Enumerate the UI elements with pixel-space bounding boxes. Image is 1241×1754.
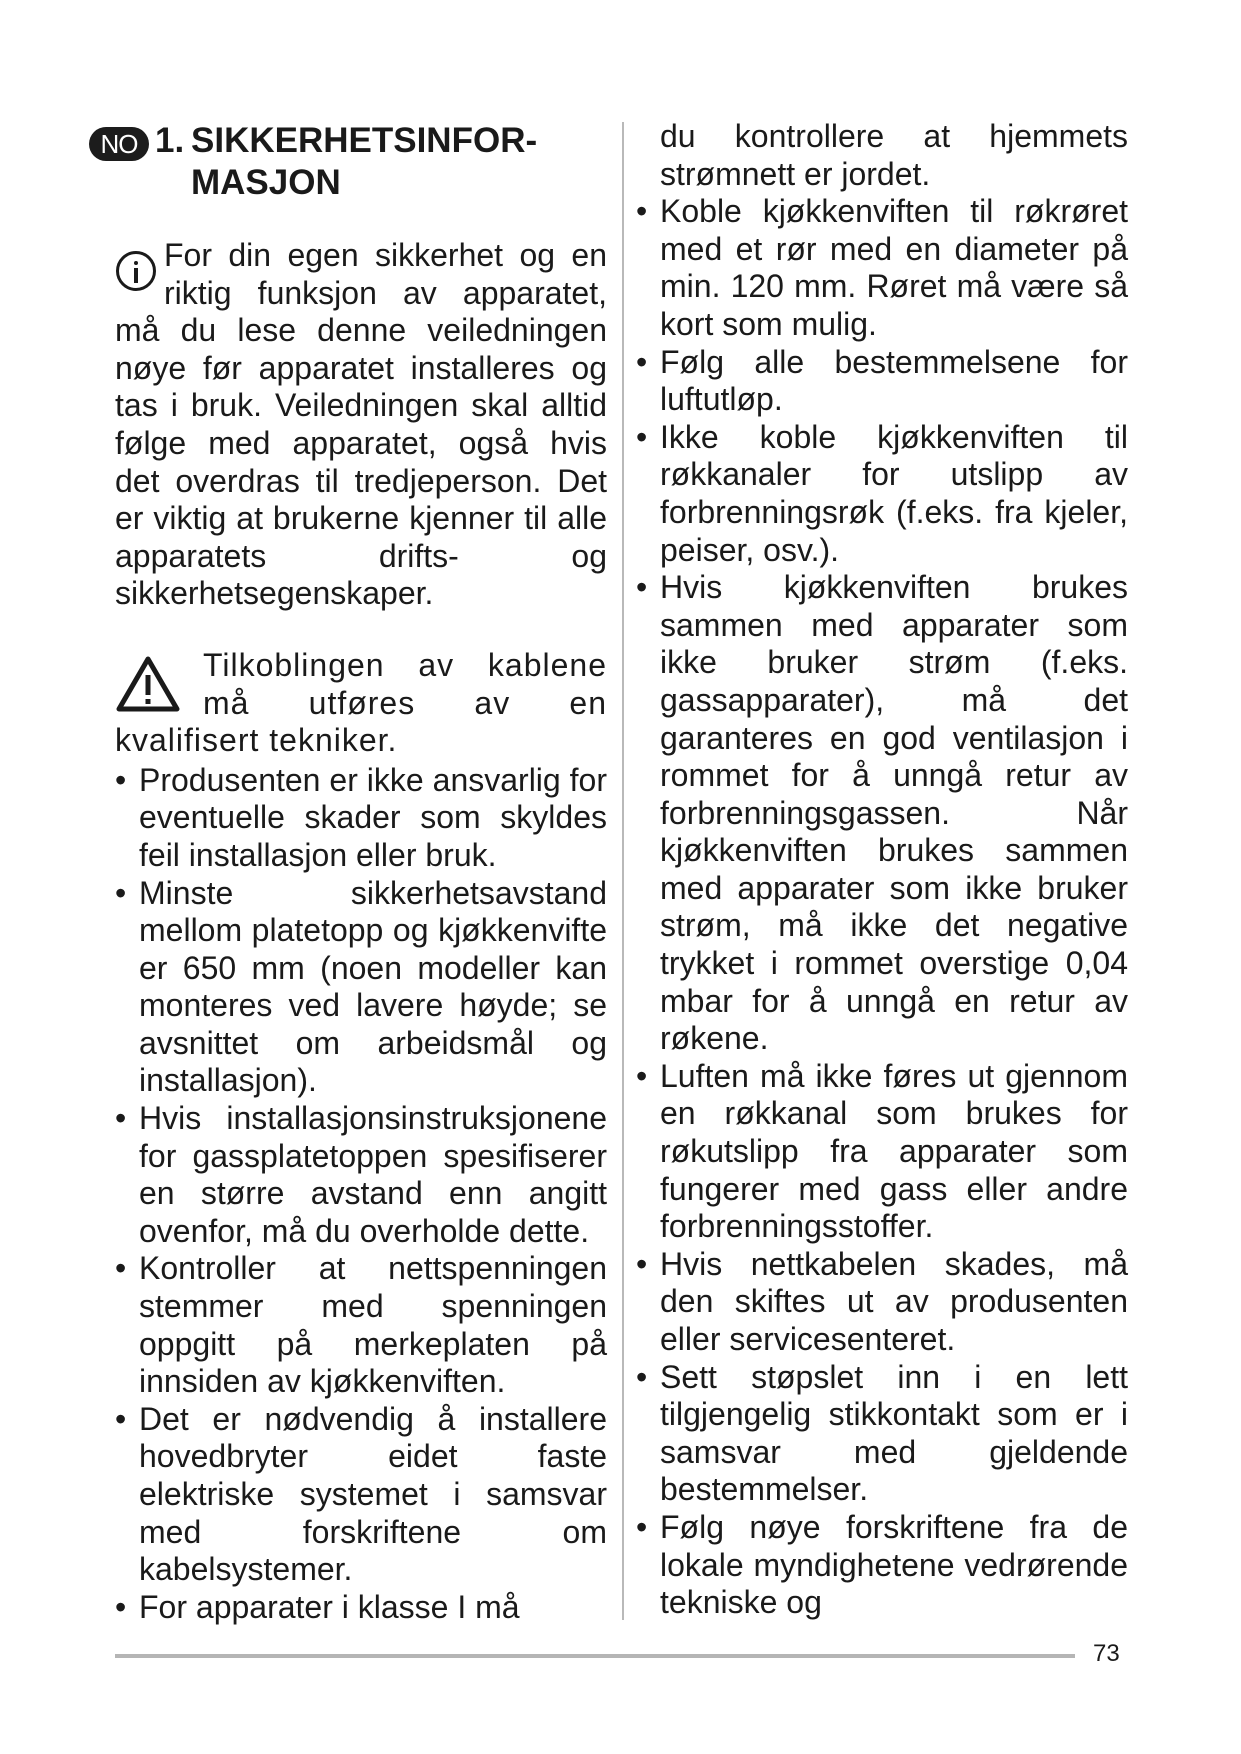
warning-text: Tilkoblingen av kablene må utføres av en kvalifisert tekniker. [115,646,607,759]
list-item: • Koble kjøkkenviften til røkrøret med et rør med en diameter på min. 120 mm. Røret må være så kort som mulig. [636,193,1128,343]
list-item: • Sett støpslet inn i en lett tilgjengelig stikkontakt som er i samsvar med gjeldende bestemmelser. [636,1359,1128,1509]
warning-triangle-icon [115,655,181,713]
footer-rule [115,1654,1075,1658]
intro-block [115,237,607,613]
list-item: • Følg alle bestemmelsene for luftutløp. [636,344,1128,419]
section-title-line1: SIKKERHETSINFOR- [191,121,538,160]
list-item: • Hvis kjøkkenviften brukes sammen med apparater som ikke bruker strøm (f.eks. gassapparater), må det garanteres en god ventilasjon i rommet for å unngå retur av forbrenningsgassen. Når kjøkkenviften brukes sammen med apparater som ikke bruker strøm, må ikke det negative trykket i rommet overstige 0,04 mbar for å unngå en retur av røkene. [636,569,1128,1058]
language-badge: NO [89,127,149,161]
section-title-line2: MASJON [191,163,341,202]
right-column [636,118,1128,1622]
list-item: • Ikke koble kjøkkenviften til røkkanaler for utslipp av forbrenningsrøk (f.eks. fra kjeler, peiser, osv.). [636,419,1128,569]
list-item: • Kontroller at nettspenningen stemmer med spenningen oppgitt på merkeplaten på innsiden av kjøkkenviften. [115,1250,607,1400]
section-heading [155,120,537,204]
left-column [115,237,607,1626]
section-number: 1. [155,121,185,160]
info-icon [116,251,156,291]
list-item: • Produsenten er ikke ansvarlig for eventuelle skader som skyldes feil installasjon eller bruk. [115,762,607,875]
list-item: • Minste sikkerhetsavstand mellom platetopp og kjøkkenvifte er 650 mm (noen modeller kan monteres ved lavere høyde; se avsnittet om arbeidsmål og installasjon). [115,875,607,1101]
intro-text: For din egen sikkerhet og en riktig funksjon av apparatet, må du lese denne veiledningen nøye før apparatet installeres og tas i bruk. Veiledningen skal alltid følge med apparatet, også hvis det overdras til tredjeperson. Det er viktig at brukerne kjenner til alle apparatets drifts- og sikkerhetsegenskaper. [115,237,607,612]
list-item: • For apparater i klasse I må [115,1589,607,1627]
warning-block [115,647,607,760]
list-item: • Luften må ikke føres ut gjennom en røkkanal som brukes for røkutslipp fra apparater som fungerer med gass eller andre forbrenningsstoffer. [636,1058,1128,1246]
list-item: • Det er nødvendig å installere hovedbryter eidet faste elektriske systemet i samsvar med forskriftene om kabelsystemer. [115,1401,607,1589]
list-item: • Hvis nettkabelen skades, må den skiftes ut av produsenten eller servicesenteret. [636,1246,1128,1359]
list-item: • Hvis installasjonsinstruksjonene for gassplatetoppen spesifiserer en større avstand enn angitt ovenfor, må du overholde dette. [115,1100,607,1250]
continuation-text: du kontrollere at hjemmets strømnett er jordet. [660,118,1128,192]
column-divider [622,122,624,1620]
right-bullet-list [636,193,1128,1622]
page-number: 73 [1093,1640,1120,1667]
list-item: • Følg nøye forskriftene fra de lokale myndighetene vedrørende tekniske og [636,1509,1128,1622]
left-bullet-list [115,762,607,1627]
